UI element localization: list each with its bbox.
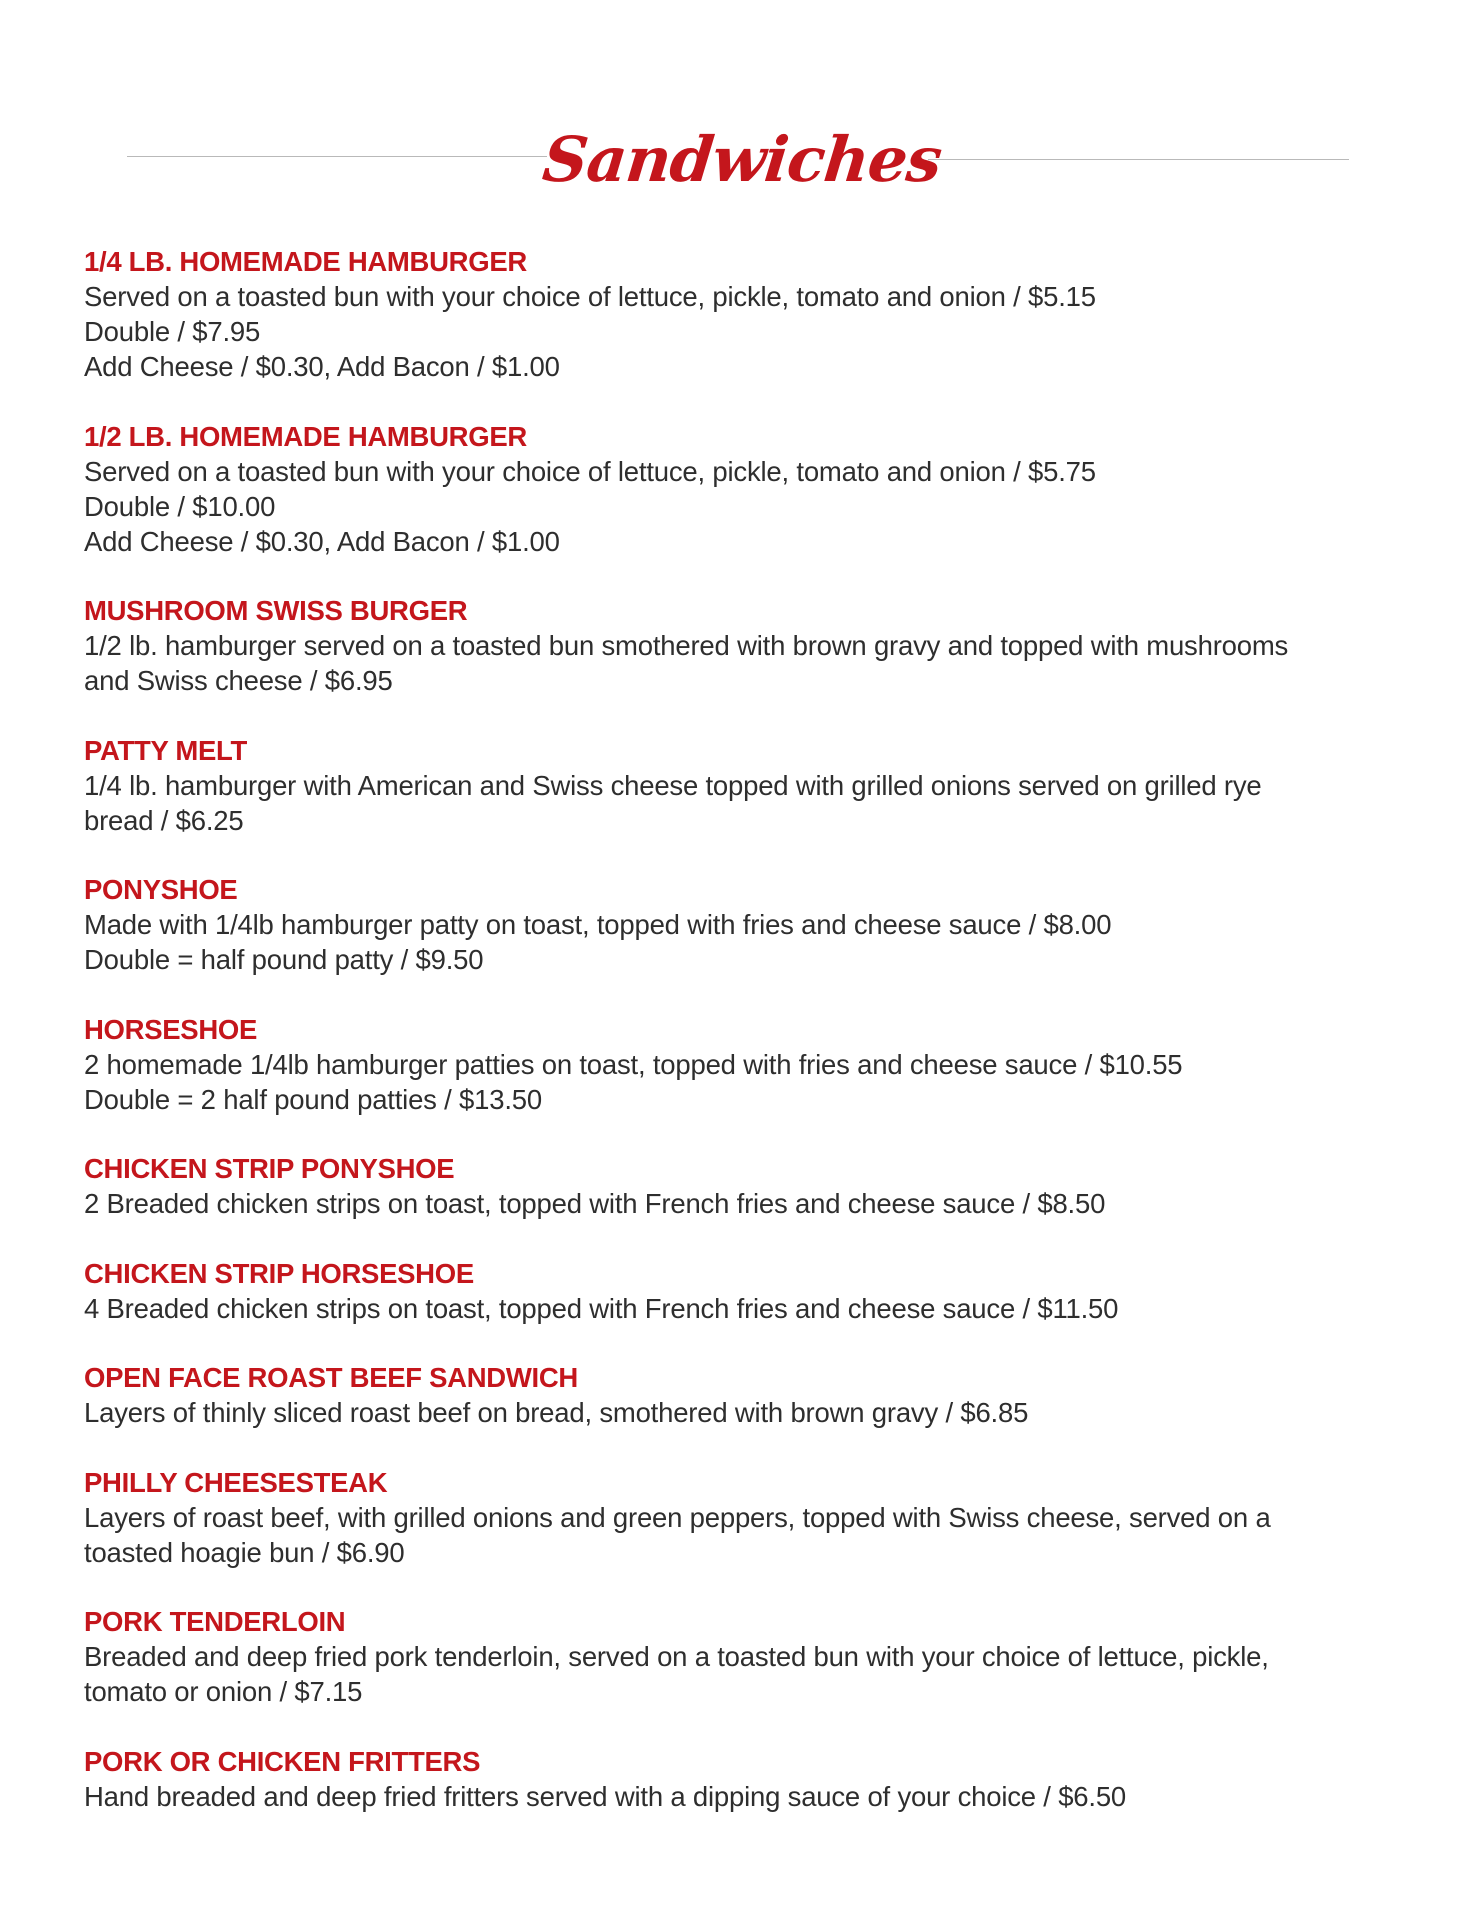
menu-item-description-line: Add Cheese / $0.30, Add Bacon / $1.00 (84, 525, 560, 557)
section-header (0, 118, 1484, 208)
menu-item-description-line: Layers of roast beef, with grilled onions and green peppers, topped with Swiss cheese, served on a (84, 1501, 1271, 1533)
menu-item-name: PONYSHOE (84, 874, 238, 905)
section-title: Sandwiches (539, 123, 945, 196)
menu-item-name: HORSESHOE (84, 1013, 258, 1045)
menu-item-name: PORK OR CHICKEN FRITTERS (84, 1745, 481, 1777)
menu-item-description-line: Served on a toasted bun with your choice of lettuce, pickle, tomato and onion / $5.15 (84, 281, 1096, 312)
menu-item-description-line: Breaded and deep fried pork tenderloin, served on a toasted bun with your choice of lettuce, pickle, (84, 1641, 1269, 1672)
menu-item (84, 733, 1364, 838)
menu-item (84, 1256, 1364, 1326)
menu-item-description-line: Double / $10.00 (84, 490, 276, 522)
menu-item-name: PORK TENDERLOIN (84, 1606, 346, 1637)
menu-item (84, 872, 1364, 977)
menu-item (84, 1465, 1364, 1570)
menu-item-description-line: Layers of thinly sliced roast beef on bread, smothered with brown gravy / $6.85 (84, 1397, 1029, 1428)
menu-item-description-line: Double = half pound patty / $9.50 (84, 944, 484, 975)
menu-item-description-line: 1/2 lb. hamburger served on a toasted bun smothered with brown gravy and topped with mushrooms (84, 630, 1289, 661)
menu-item-name: 1/4 LB. HOMEMADE HAMBURGER (84, 246, 527, 277)
menu-item-description-line: Hand breaded and deep fried fritters served with a dipping sauce of your choice / $6.50 (84, 1780, 1127, 1812)
menu-item (84, 1012, 1364, 1117)
menu-item-description-line: Add Cheese / $0.30, Add Bacon / $1.00 (84, 351, 560, 382)
menu-item-description-line: 2 Breaded chicken strips on toast, topped with French fries and cheese sauce / $8.50 (84, 1188, 1106, 1219)
menu-item-description-line: 4 Breaded chicken strips on toast, topped with French fries and cheese sauce / $11.50 (84, 1292, 1119, 1324)
menu-item-description-line: bread / $6.25 (84, 804, 244, 836)
menu-item-description-line: toasted hoagie bun / $6.90 (84, 1536, 405, 1568)
menu-item-name: MUSHROOM SWISS BURGER (84, 595, 468, 626)
menu-item-description-line: Double / $7.95 (84, 316, 261, 347)
menu-item-name: CHICKEN STRIP PONYSHOE (84, 1153, 455, 1184)
menu-item-name: CHICKEN STRIP HORSESHOE (84, 1257, 474, 1289)
menu-item (84, 1744, 1364, 1814)
menu-item-description-line: tomato or onion / $7.15 (84, 1676, 363, 1707)
menu-item-name: OPEN FACE ROAST BEEF SANDWICH (84, 1362, 578, 1393)
menu-item-description-line: Double = 2 half pound patties / $13.50 (84, 1083, 542, 1115)
menu-item-description-line: 2 homemade 1/4lb hamburger patties on toast, topped with fries and cheese sauce / $10.55 (84, 1048, 1183, 1080)
menu-item-description-line: Served on a toasted bun with your choice of lettuce, pickle, tomato and onion / $5.75 (84, 455, 1096, 487)
menu-item-name: PHILLY CHEESESTEAK (84, 1466, 388, 1498)
menu-item (84, 593, 1364, 698)
menu-list (84, 244, 1364, 1848)
menu-item (84, 1151, 1364, 1221)
menu-item (84, 244, 1364, 384)
menu-item (84, 1604, 1364, 1709)
menu-item (84, 1360, 1364, 1430)
menu-item-description-line: Made with 1/4lb hamburger patty on toast, topped with fries and cheese sauce / $8.00 (84, 909, 1112, 940)
menu-item-name: 1/2 LB. HOMEMADE HAMBURGER (84, 420, 527, 452)
header-rule-right (928, 159, 1349, 160)
menu-item-name: PATTY MELT (84, 734, 248, 766)
menu-item-description-line: 1/4 lb. hamburger with American and Swiss cheese topped with grilled onions served on grilled rye (84, 769, 1262, 801)
menu-item (84, 419, 1364, 559)
menu-item-description-line: and Swiss cheese / $6.95 (84, 665, 393, 696)
